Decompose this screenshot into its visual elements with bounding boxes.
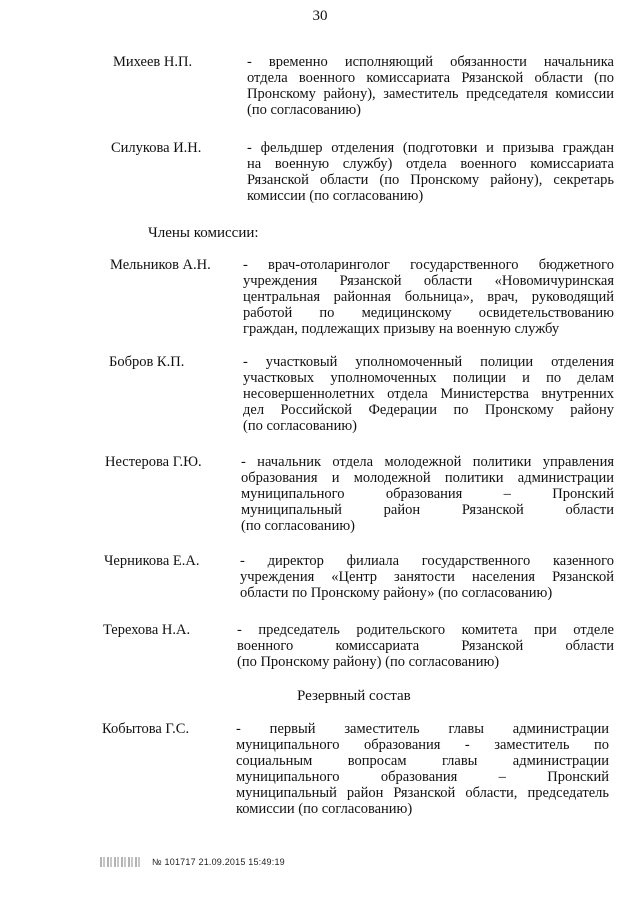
- description-line: - фельдшер отделения (подготовки и призыва граждан: [247, 140, 614, 156]
- reserve-heading: Резервный состав: [297, 688, 411, 704]
- document-registration-number: № 101717 21.09.2015 15:49:19: [152, 857, 285, 867]
- barcode-stamp-icon: [100, 857, 146, 875]
- description-line: (по согласованию): [241, 518, 355, 534]
- description-line: - временно исполняющий обязанности начальника: [247, 54, 614, 70]
- description-line: муниципального образования – Пронский: [236, 769, 609, 785]
- description-line: (по согласованию): [243, 418, 357, 434]
- person-description: [243, 257, 614, 337]
- person-description: [237, 622, 614, 670]
- description-line: - директор филиала государственного казенного: [240, 553, 614, 569]
- description-line: Пронскому району), заместитель председателя комиссии: [247, 86, 614, 102]
- description-line: отдела военного комиссариата Рязанской области (по: [247, 70, 614, 86]
- person-description: [247, 54, 614, 118]
- person-description: [241, 454, 614, 534]
- description-line: муниципального образования – Пронский: [241, 486, 614, 502]
- description-line: образования и молодежной политики администрации: [241, 470, 614, 486]
- description-line: области по Пронскому району» (по согласованию): [240, 585, 553, 601]
- person-name: Терехова Н.А.: [103, 622, 191, 638]
- description-line: граждан, подлежащих призыву на военную службу: [243, 321, 560, 337]
- description-line: комиссии (по согласованию): [247, 188, 424, 204]
- person-description: [236, 721, 609, 817]
- person-name: Бобров К.П.: [109, 354, 185, 370]
- description-line: - участковый уполномоченный полиции отделения: [243, 354, 614, 370]
- description-line: (по Пронскому району) (по согласованию): [237, 654, 500, 670]
- person-name: Нестерова Г.Ю.: [105, 454, 202, 470]
- description-line: муниципального образования - заместитель по: [236, 737, 609, 753]
- description-line: работой по медицинскому освидетельствованию: [243, 305, 614, 321]
- description-line: - первый заместитель главы администрации: [236, 721, 609, 737]
- members-heading: Члены комиссии:: [148, 225, 259, 241]
- description-line: несовершеннолетних отдела Министерства внутренних: [243, 386, 614, 402]
- person-name: Мельников А.Н.: [110, 257, 211, 273]
- description-line: Рязанской области (по Пронскому району), секретарь: [247, 172, 614, 188]
- document-footer: [100, 857, 285, 875]
- description-line: - председатель родительского комитета при отделе: [237, 622, 614, 638]
- description-line: на военную службу) отдела военного комиссариата: [247, 156, 614, 172]
- description-line: учреждения «Центр занятости населения Рязанской: [240, 569, 614, 585]
- person-description: [240, 553, 614, 601]
- description-line: социальным вопросам главы администрации: [236, 753, 609, 769]
- person-name: Михеев Н.П.: [113, 54, 193, 70]
- person-name: Кобытова Г.С.: [102, 721, 190, 737]
- description-line: учреждения Рязанской области «Новомичуринская: [243, 273, 614, 289]
- description-line: военного комиссариата Рязанской области: [237, 638, 614, 654]
- description-line: (по согласованию): [247, 102, 361, 118]
- description-line: дел Российской Федерации по Пронскому району: [243, 402, 614, 418]
- person-name: Силукова И.Н.: [111, 140, 202, 156]
- description-line: - начальник отдела молодежной политики управления: [241, 454, 614, 470]
- person-description: [243, 354, 614, 434]
- page-number: 30: [312, 8, 328, 24]
- description-line: центральная районная больница», врач, руководящий: [243, 289, 614, 305]
- description-line: участковых уполномоченных полиции и по делам: [243, 370, 614, 386]
- description-line: муниципальный район Рязанской области: [241, 502, 614, 518]
- description-line: муниципальный район Рязанской области, председатель: [236, 785, 609, 801]
- description-line: - врач-отоларинголог государственного бюджетного: [243, 257, 614, 273]
- description-line: комиссии (по согласованию): [236, 801, 413, 817]
- person-description: [247, 140, 614, 204]
- person-name: Черникова Е.А.: [104, 553, 200, 569]
